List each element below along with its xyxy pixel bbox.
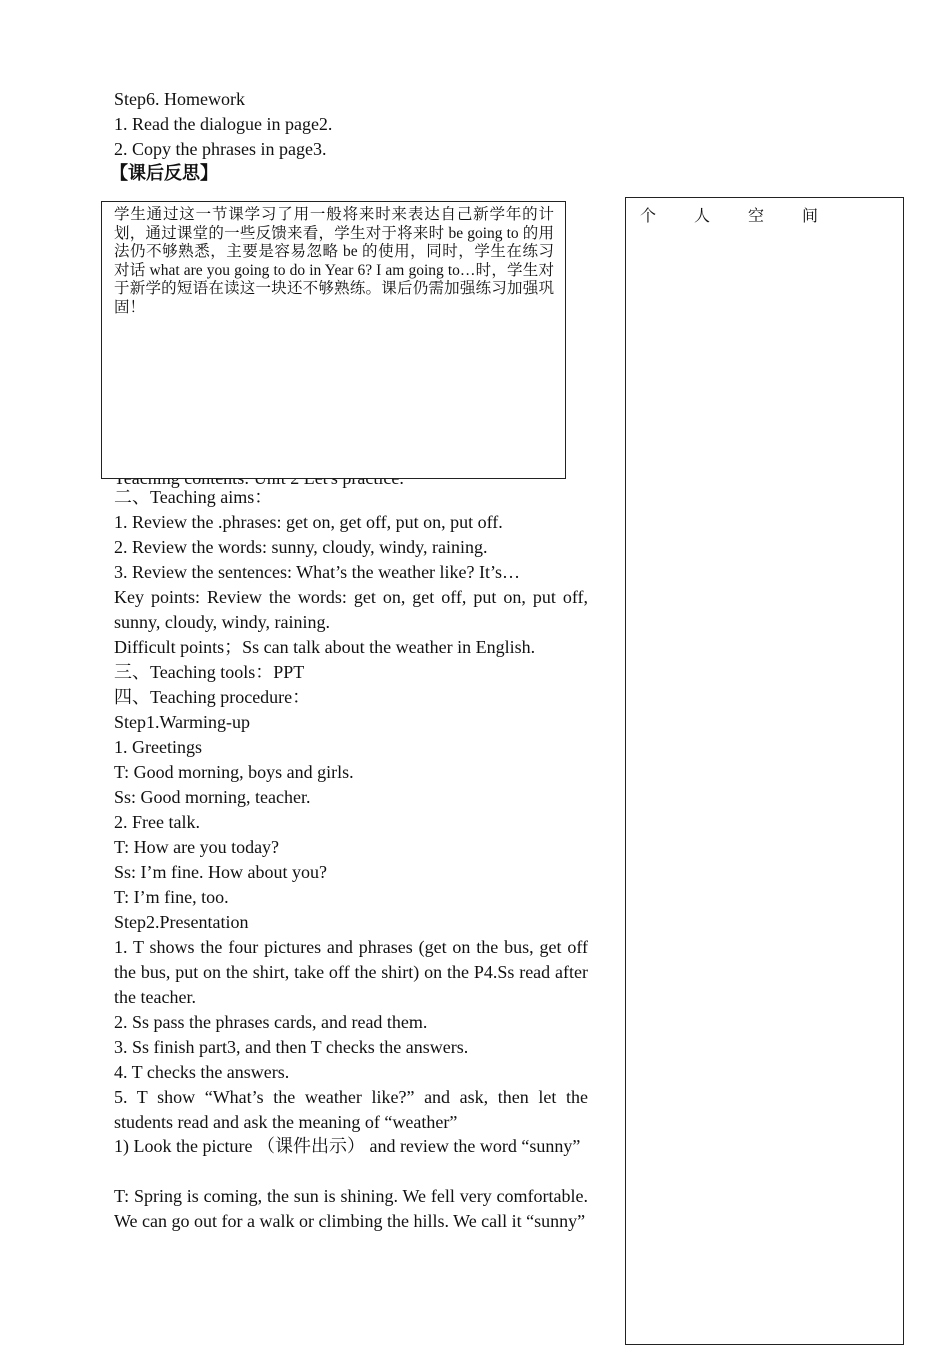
greetings: 1. Greetings [114,737,202,757]
sub-item-1: 1) Look the picture （课件出示） and review the word “sunny” [114,1136,581,1156]
presentation-item-3: 3. Ss finish part3, and then T checks the answers. [114,1037,469,1057]
difficult-points: Difficult points；Ss can talk about the weather in English. [114,637,536,657]
teaching-tools: 三、Teaching tools：PPT [114,662,305,682]
personal-space-label: 个人空间 [640,208,857,225]
presentation-item-4: 4. T checks the answers. [114,1062,290,1082]
free-talk: 2. Free talk. [114,812,200,832]
presentation-item-2: 2. Ss pass the phrases cards, and read them. [114,1012,428,1032]
key-points: Key points: Review the words: get on, get off, put on, put off, sunny, cloudy, windy, raining. [114,587,588,632]
teaching-aims-heading: 二、Teaching aims： [114,487,273,507]
teaching-procedure: 四、Teaching procedure： [114,687,311,707]
homework-title: Step6. Homework [114,89,245,109]
aim-2: 2. Review the words: sunny, cloudy, windy, raining. [114,537,488,557]
dialogue-line: T: How are you today? [114,837,280,857]
homework-item-2: 2. Copy the phrases in page3. [114,139,327,159]
aim-1: 1. Review the .phrases: get on, get off, put on, put off. [114,512,503,532]
dialogue-line: T: Good morning, boys and girls. [114,762,354,782]
step1-title: Step1.Warming-up [114,712,251,732]
reflection-heading: 【课后反思】 [110,163,218,183]
reflection-text: 学生通过这一节课学习了用一般将来时来表达自己新学年的计划，通过课堂的一些反馈来看，学生对于将来时 be going to 的用法仍不够熟悉，主要是容易忽略 be 的使用，同时，学生在练习对话 what are you going to do in Year 6? I am going to…时，学生对于新学的短语在读这一块还不够熟练。课后仍需加强练习加强巩固！ [114,206,554,316]
dialogue-line: Ss: I’m fine. How about you? [114,862,327,882]
dialogue-line: Ss: Good morning, teacher. [114,787,311,807]
presentation-item-5: 5. T show “What’s the weather like?” and ask, then let the students read and ask the meaning of “weather” [114,1087,588,1132]
presentation-item-1: 1. T shows the four pictures and phrases (get on the bus, get off the bus, put on the shirt, take off the shirt) on the P4.Ss read after the teacher. [114,937,588,1007]
teacher-dialogue: T: Spring is coming, the sun is shining. We fell very comfortable. We can go out for a walk or climbing the hills. We call it “sunny” [114,1186,588,1231]
step2-title: Step2.Presentation [114,912,249,932]
personal-space-box [625,197,904,1345]
dialogue-line: T: I’m fine, too. [114,887,229,907]
homework-item-1: 1. Read the dialogue in page2. [114,114,333,134]
reflection-box [101,201,566,479]
aim-3: 3. Review the sentences: What’s the weather like? It’s… [114,562,521,582]
